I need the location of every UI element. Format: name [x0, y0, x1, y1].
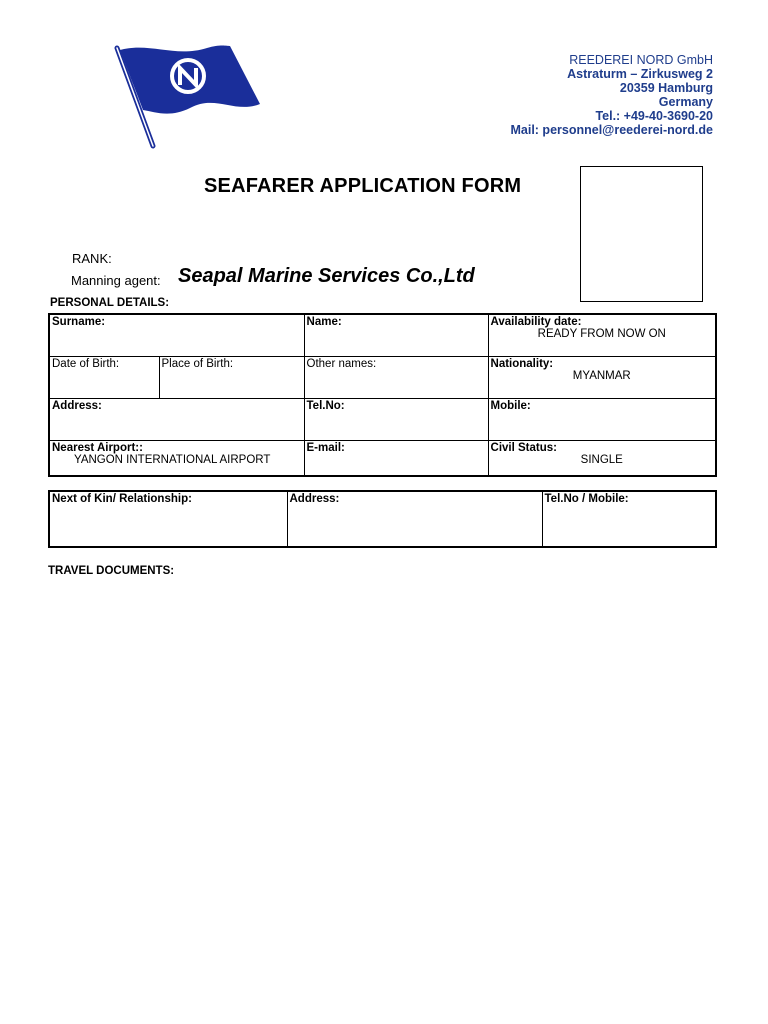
next-of-kin-table	[48, 490, 717, 548]
nearest-airport-field[interactable]	[49, 440, 304, 476]
tel-label: Tel.No:	[306, 399, 345, 412]
tel-field[interactable]	[304, 398, 488, 440]
nationality-field[interactable]	[488, 356, 716, 398]
availability-field[interactable]	[488, 314, 716, 356]
company-tel: Tel.: +49-40-3690-20	[595, 109, 713, 123]
availability-label: Availability date:	[490, 316, 582, 328]
nationality-value: MYANMAR	[572, 369, 631, 382]
personal-details-heading: PERSONAL DETAILS:	[50, 297, 170, 309]
civil-status-label: Civil Status:	[490, 441, 557, 454]
surname-label: Surname:	[52, 316, 106, 328]
manning-agent-value: Seapal Marine Services Co.,Ltd	[178, 265, 475, 287]
surname-field[interactable]	[49, 314, 304, 356]
address-label: Address:	[52, 399, 102, 412]
other-names-field[interactable]	[304, 356, 488, 398]
company-city: 20359 Hamburg	[619, 81, 713, 95]
kin-address-label: Address:	[289, 493, 340, 505]
company-mail: Mail: personnel@reederei-nord.de	[510, 123, 713, 137]
dob-label: Date of Birth:	[52, 357, 120, 370]
name-field[interactable]	[304, 314, 488, 356]
pob-field[interactable]	[159, 356, 304, 398]
nearest-airport-value: YANGON INTERNATIONAL AIRPORT	[74, 453, 271, 466]
civil-status-field[interactable]	[488, 440, 716, 476]
company-street: Astraturm – Zirkusweg 2	[567, 67, 713, 81]
mobile-field[interactable]	[488, 398, 716, 440]
company-address-block	[510, 53, 713, 137]
manning-agent-label: Manning agent:	[71, 273, 161, 288]
kin-tel-field[interactable]	[542, 491, 716, 547]
kin-relationship-field[interactable]	[49, 491, 287, 547]
email-field[interactable]	[304, 440, 488, 476]
nationality-label: Nationality:	[490, 357, 554, 370]
personal-details-table	[48, 313, 717, 477]
kin-relationship-label: Next of Kin/ Relationship:	[52, 493, 192, 505]
dob-field[interactable]	[49, 356, 159, 398]
mobile-label: Mobile:	[490, 399, 531, 412]
nearest-airport-label: Nearest Airport::	[52, 441, 143, 454]
photo-box	[580, 166, 703, 302]
civil-status-value: SINGLE	[580, 453, 623, 466]
kin-address-field[interactable]	[287, 491, 542, 547]
availability-value: READY FROM NOW ON	[537, 328, 666, 340]
kin-tel-label: Tel.No / Mobile:	[544, 493, 629, 505]
company-country: Germany	[658, 95, 713, 109]
name-label: Name:	[306, 316, 342, 328]
rank-label: RANK:	[72, 251, 112, 266]
other-names-label: Other names:	[306, 357, 377, 370]
pob-label: Place of Birth:	[161, 357, 234, 370]
company-name: REEDEREI NORD GmbH	[569, 53, 713, 67]
travel-documents-heading: TRAVEL DOCUMENTS:	[48, 565, 175, 577]
flag-logo-icon	[95, 42, 280, 152]
form-title: SEAFARER APPLICATION FORM	[204, 175, 522, 197]
email-label: E-mail:	[306, 441, 345, 454]
address-field[interactable]	[49, 398, 304, 440]
